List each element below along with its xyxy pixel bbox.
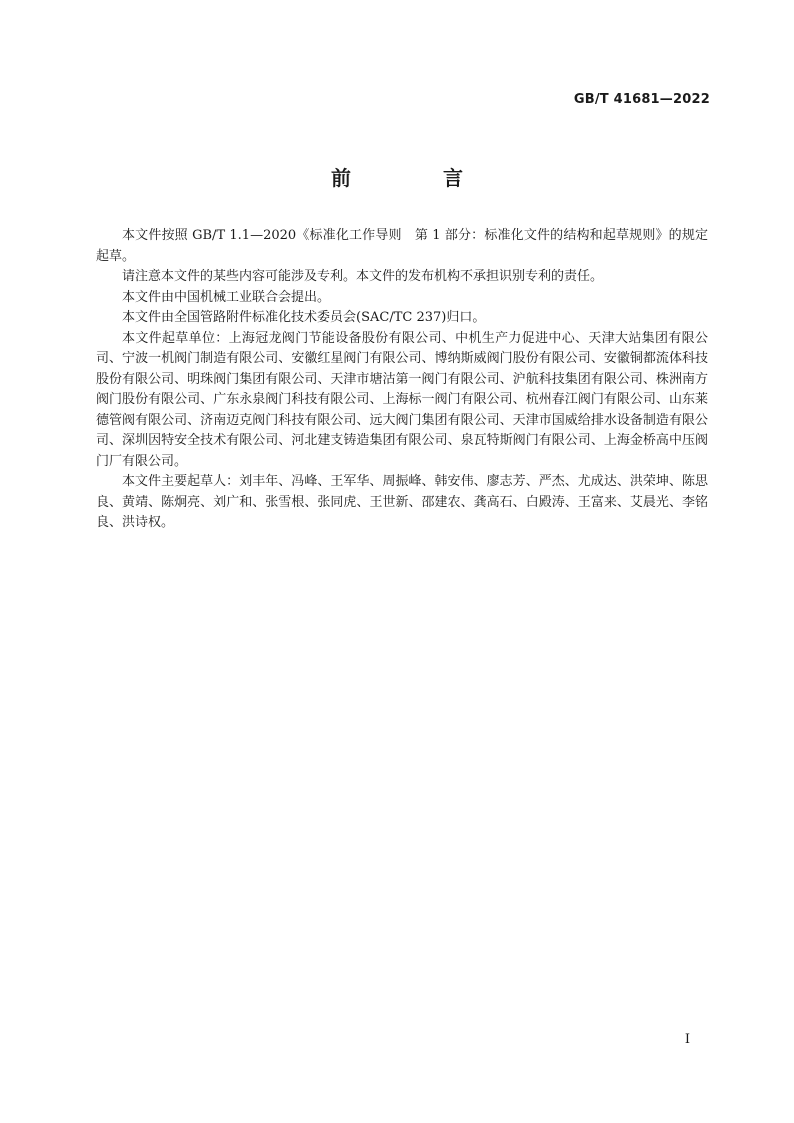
page-title: 前 言 [331, 166, 499, 190]
paragraph-drafting-units: 本文件起草单位：上海冠龙阀门节能设备股份有限公司、中机生产力促进中心、天津大站集团有限公司、宁波一机阀门制造有限公司、安徽红星阀门有限公司、博纳斯威阀门股份有限公司、安徽铜都流体科技股份有限公司、明珠阀门集团有限公司、天津市塘沽第一阀门有限公司、沪航科技集团有限公司、株洲南方阀门股份有限公司、广东永泉阀门科技有限公司、上海标一阀门有限公司、杭州春江阀门有限公司、山东莱德管阀有限公司、济南迈克阀门科技有限公司、远大阀门集团有限公司、天津市国威给排水设备制造有限公司、深圳因特安全技术有限公司、河北建支铸造集团有限公司、泉瓦特斯阀门有限公司、上海金桥高中压阀门厂有限公司。 [96, 330, 708, 469]
paragraph-proposer: 本文件由中国机械工业联合会提出。 [122, 289, 331, 305]
page-number: I [684, 1032, 690, 1047]
paragraph-drafters: 本文件主要起草人：刘丰年、冯峰、王军华、周振峰、韩安伟、廖志芳、严杰、尤成达、洪荣坤、陈思良、黄靖、陈炯亮、刘广和、张雪根、张同虎、王世新、邵建农、龚高石、白殿涛、王富来、艾晨光、李铭良、洪诗权。 [96, 474, 708, 530]
foreword-body [96, 226, 708, 534]
standard-code: GB/T 41681—2022 [573, 92, 710, 107]
paragraph-patent-notice: 请注意本文件的某些内容可能涉及专利。本文件的发布机构不承担识别专利的责任。 [122, 269, 604, 284]
paragraph-committee: 本文件由全国管路附件标准化技术委员会(SAC/TC 237)归口。 [122, 310, 486, 325]
paragraph-drafting-rules: 本文件按照 GB/T 1.1—2020《标准化工作导则 第 1 部分：标准化文件的结构和起草规则》的规定起草。 [96, 228, 708, 264]
